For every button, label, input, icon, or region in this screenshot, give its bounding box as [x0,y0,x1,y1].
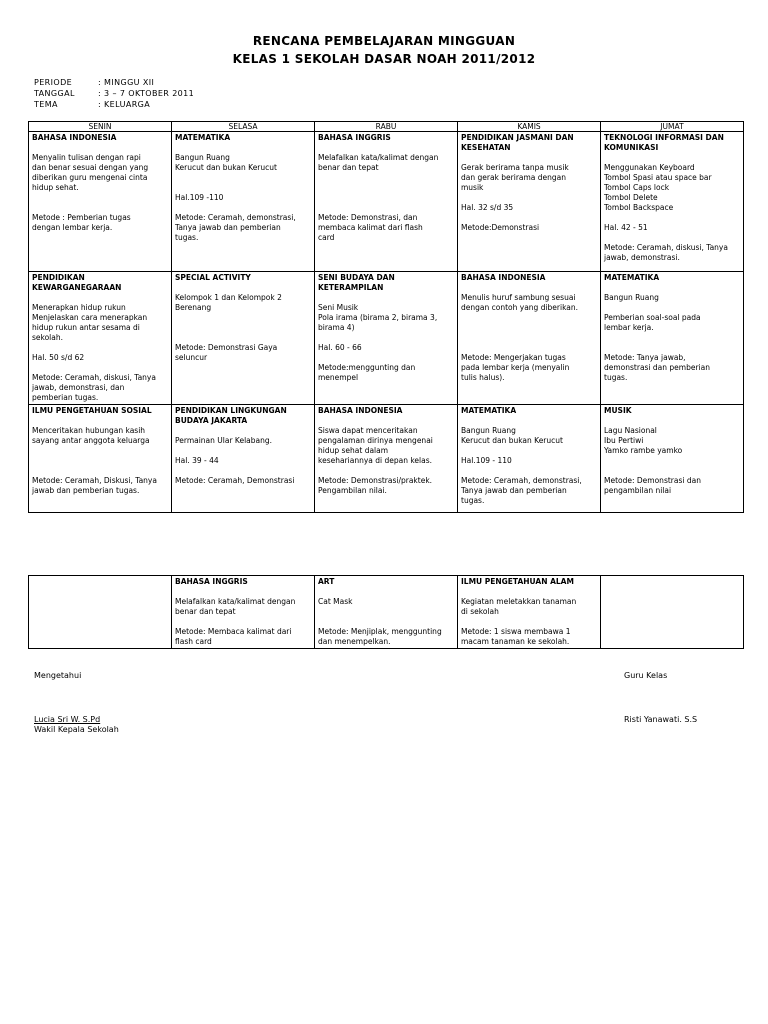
lesson-line: birama 4) [318,323,355,332]
lesson-line [32,446,168,456]
lesson-line: Metode: Membaca kalimat dari [175,627,292,636]
lesson-line [461,323,597,333]
lesson-line: tugas. [175,233,199,242]
lesson-line: Metode : Pemberian tugas [32,213,131,222]
lesson-line [604,343,740,353]
lesson-line: Bangun Ruang [461,426,516,435]
lesson-line: Hal. 32 s/d 35 [461,203,514,212]
lesson-line: Metode:Demonstrasi [461,223,540,232]
lesson-line [461,153,597,163]
footer-mengetahui: Mengetahui [34,671,82,680]
lesson-line: Metode: Ceramah, diskusi, Tanya [604,243,728,252]
lesson-line: hidup sehat. [32,183,79,192]
lesson-line [604,153,740,163]
lesson-row [29,405,744,513]
lesson-line: card [318,233,335,242]
lesson-cell [172,405,315,513]
lesson-cell [172,132,315,272]
meta-tanggal [34,89,194,98]
additional-plan-table [28,575,744,649]
lesson-cell [601,405,744,513]
lesson-line [175,617,311,627]
lesson-line [461,466,597,476]
lesson-line: Tombol Delete [604,193,658,202]
lesson-line [32,343,168,353]
lesson-cell [458,576,601,649]
lesson-line [461,343,597,353]
lesson-line [318,203,454,213]
lesson-line: Kelompok 1 dan Kelompok 2 [175,293,282,302]
lesson-line [32,293,168,303]
lesson-line: benar dan tepat [318,163,379,172]
lesson-line: Metode: Ceramah, Diskusi, Tanya [32,476,157,485]
lesson-line: Pola irama (birama 2, birama 3, [318,313,438,322]
lesson-line [175,143,311,153]
lesson-row [29,132,744,272]
lesson-line: Tanya jawab dan pemberian [175,223,281,232]
lesson-line: Cat Mask [318,597,353,606]
lesson-cell [315,405,458,513]
lesson-line: dengan lembar kerja. [32,223,113,232]
lesson-line: Menceritakan hubungan kasih [32,426,146,435]
lesson-line: Metode: 1 siswa membawa 1 [461,627,571,636]
subject-title: MATEMATIKA [461,406,517,415]
lesson-line: pengalaman dirinya mengenai [318,436,433,445]
lesson-line: membaca kalimat dari flash [318,223,423,232]
meta-tema [34,100,150,109]
lesson-cell [601,272,744,405]
lesson-cell [172,576,315,649]
lesson-line [32,363,168,373]
lesson-line: pengambilan nilai [604,486,672,495]
lesson-line: Berenang [175,303,212,312]
day-header-row [29,122,744,132]
lesson-line: Tombol Spasi atau space bar [604,173,712,182]
subject-title: SENI BUDAYA DAN [318,273,395,282]
meta-key: TANGGAL [34,89,75,98]
meta-periode [34,78,154,87]
subject-title: PENDIDIKAN LINGKUNGAN [175,406,287,415]
meta-value: : MINGGU XII [98,78,155,87]
lesson-line: Hal. 39 - 44 [175,456,219,465]
lesson-cell [601,576,744,649]
lesson-line [175,283,311,293]
lesson-line [604,416,740,426]
lesson-line [175,183,311,193]
lesson-line: Pemberian soal-soal pada [604,313,701,322]
lesson-cell [315,132,458,272]
lesson-line: Permainan Ular Kelabang. [175,436,273,445]
lesson-line: tulis halus). [461,373,505,382]
lesson-cell [315,576,458,649]
lesson-line: flash card [175,637,212,646]
lesson-line [604,283,740,293]
lesson-line [175,587,311,597]
lesson-row [29,272,744,405]
lesson-line: jawab dan pemberian tugas. [32,486,140,495]
footer-guru-kelas: Guru Kelas [624,671,668,680]
lesson-line: Menjelaskan cara menerapkan [32,313,148,322]
lesson-line [175,173,311,183]
subject-title: SPECIAL ACTIVITY [175,273,251,282]
footer-teacher-name: Risti Yanawati. S.S [624,715,698,724]
lesson-line: benar dan tepat [175,607,236,616]
lesson-line: Metode: Ceramah, Demonstrasi [175,476,295,485]
day-header-kamis: KAMIS [458,122,601,132]
lesson-line: Metode: Tanya jawab, [604,353,686,362]
lesson-line: Seni Musik [318,303,359,312]
subject-title: KETERAMPILAN [318,283,384,292]
lesson-line: Metode: Demonstrasi dan [604,476,701,485]
subject-title: ILMU PENGETAHUAN ALAM [461,577,574,586]
lesson-line [461,617,597,627]
lesson-row [29,576,744,649]
lesson-line: Siswa dapat menceritakan [318,426,418,435]
lesson-line: Menggunakan Keyboard [604,163,695,172]
lesson-line [175,323,311,333]
meta-value: : 3 – 7 OKTOBER 2011 [98,89,195,98]
lesson-line [32,193,168,203]
lesson-line: menempel [318,373,359,382]
day-header-rabu: RABU [315,122,458,132]
lesson-line: dan benar sesuai dengan yang [32,163,149,172]
subject-title: ILMU PENGETAHUAN SOSIAL [32,406,152,415]
lesson-line: tugas. [461,496,485,505]
lesson-line: Metode: Menjiplak, menggunting [318,627,442,636]
subject-title: BAHASA INDONESIA [318,406,403,415]
lesson-line [175,333,311,343]
lesson-line [604,303,740,313]
lesson-line [461,313,597,323]
lesson-line [175,203,311,213]
lesson-line: Lagu Nasional [604,426,657,435]
lesson-line [318,183,454,193]
subject-title: MUSIK [604,406,632,415]
subject-title: MATEMATIKA [604,273,660,282]
subject-title: KOMUNIKASI [604,143,659,152]
lesson-line: sekolah. [32,333,64,342]
meta-key: TEMA [34,100,58,109]
lesson-line: jawab, demonstrasi. [604,253,680,262]
lesson-line: Kegiatan meletakkan tanaman [461,597,577,606]
subject-title: BAHASA INDONESIA [461,273,546,282]
lesson-line [604,233,740,243]
lesson-line [318,143,454,153]
lesson-line [461,213,597,223]
lesson-line: pada lembar kerja (menyalin [461,363,570,372]
lesson-line: di sekolah [461,607,499,616]
lesson-line [318,416,454,426]
lesson-line: Hal.109 -110 [175,193,224,202]
lesson-line [461,193,597,203]
lesson-line: seluncur [175,353,208,362]
footer-signatory-name: Lucia Sri W. S.Pd [34,715,101,724]
lesson-line: Pengambilan nilai. [318,486,387,495]
lesson-cell [458,272,601,405]
document-title-2: KELAS 1 SEKOLAH DASAR NOAH 2011/2012 [232,52,536,66]
subject-title: MATEMATIKA [175,133,231,142]
lesson-line: Metode: Demonstrasi, dan [318,213,418,222]
lesson-line [175,426,311,436]
lesson-line [604,333,740,343]
lesson-line: Menerapkan hidup rukun [32,303,126,312]
lesson-line [32,203,168,213]
lesson-line: lembar kerja. [604,323,654,332]
lesson-line: Bangun Ruang [175,153,230,162]
lesson-line: Tombol Backspace [604,203,674,212]
meta-value: : KELUARGA [98,100,151,109]
lesson-cell [458,132,601,272]
lesson-cell [172,272,315,405]
lesson-line: demonstrasi dan pemberian [604,363,710,372]
lesson-line: Hal.109 - 110 [461,456,512,465]
lesson-line: pemberian tugas. [32,393,99,402]
lesson-line: Metode: Ceramah, demonstrasi, [461,476,582,485]
subject-title: KESEHATAN [461,143,511,152]
day-header-senin: SENIN [29,122,172,132]
lesson-line [318,617,454,627]
lesson-line [32,466,168,476]
lesson-line: dan menempelkan. [318,637,391,646]
lesson-line [32,143,168,153]
lesson-line: Kerucut dan bukan Kerucut [175,163,277,172]
lesson-line: jawab, demonstrasi, dan [32,383,125,392]
lesson-line [32,416,168,426]
lesson-line [318,193,454,203]
subject-title: BUDAYA JAKARTA [175,416,248,425]
subject-title: PENDIDIKAN JASMANI DAN [461,133,574,142]
lesson-line [604,213,740,223]
day-header-selasa: SELASA [172,122,315,132]
lesson-line: Metode:menggunting dan [318,363,416,372]
lesson-line: Tanya jawab dan pemberian [461,486,567,495]
lesson-line: Melafalkan kata/kalimat dengan [318,153,439,162]
lesson-line: kesehariannya di depan kelas. [318,456,433,465]
lesson-line [318,353,454,363]
lesson-line: diberikan guru mengenai cinta [32,173,148,182]
lesson-line: dengan contoh yang diberikan. [461,303,579,312]
lesson-line: Melafalkan kata/kalimat dengan [175,597,296,606]
lesson-line [461,333,597,343]
lesson-line [318,333,454,343]
day-header-jumat: JUMAT [601,122,744,132]
lesson-line: sayang antar anggota keluarga [32,436,150,445]
document-title-1: RENCANA PEMBELAJARAN MINGGUAN [252,34,516,48]
lesson-line: musik [461,183,484,192]
lesson-cell [29,405,172,513]
lesson-line [318,173,454,183]
lesson-line [318,607,454,617]
lesson-line: Hal. 60 - 66 [318,343,362,352]
lesson-line: Hal. 50 s/d 62 [32,353,85,362]
subject-title: ART [318,577,335,586]
lesson-line [318,293,454,303]
lesson-line [461,446,597,456]
lesson-line [461,283,597,293]
lesson-line: Metode: Ceramah, demonstrasi, [175,213,296,222]
lesson-line: Tombol Caps lock [604,183,670,192]
lesson-line: Gerak berirama tanpa musik [461,163,569,172]
subject-title: PENDIDIKAN [32,273,85,282]
lesson-line [175,446,311,456]
lesson-line [461,587,597,597]
lesson-cell [29,576,172,649]
lesson-line [461,416,597,426]
lesson-cell [315,272,458,405]
subject-title: BAHASA INDONESIA [32,133,117,142]
lesson-cell [458,405,601,513]
lesson-line: Kerucut dan bukan Kerucut [461,436,563,445]
subject-title: BAHASA INGGRIS [175,577,248,586]
lesson-line: macam tanaman ke sekolah. [461,637,570,646]
lesson-line: dan gerak berirama dengan [461,173,567,182]
lesson-line [604,466,740,476]
lesson-line: Hal. 42 - 51 [604,223,648,232]
lesson-line [175,466,311,476]
subject-title: KEWARGANEGARAAN [32,283,122,292]
lesson-line: Metode: Demonstrasi/praktek. [318,476,433,485]
lesson-line: Metode: Demonstrasi Gaya [175,343,278,352]
weekly-plan-table [28,121,744,513]
lesson-line [175,313,311,323]
lesson-line [32,456,168,466]
lesson-cell [29,132,172,272]
lesson-line: Metode: Ceramah, diskusi, Tanya [32,373,156,382]
lesson-line: hidup sehat dalam [318,446,389,455]
lesson-line [318,587,454,597]
lesson-cell [29,272,172,405]
lesson-cell [601,132,744,272]
subject-title: TEKNOLOGI INFORMASI DAN [604,133,724,142]
lesson-line: Yamko rambe yamko [604,446,683,455]
subject-title: BAHASA INGGRIS [318,133,391,142]
lesson-line: tugas. [604,373,628,382]
lesson-line [318,466,454,476]
lesson-line: hidup rukun antar sesama di [32,323,140,332]
lesson-line [604,456,740,466]
footer-signatory-role: Wakil Kepala Sekolah [34,725,119,734]
lesson-line: Bangun Ruang [604,293,659,302]
lesson-line: Ibu Pertiwi [604,436,644,445]
lesson-line: Metode: Mengerjakan tugas [461,353,566,362]
meta-key: PERIODE [34,78,73,87]
lesson-line: Menyalin tulisan dengan rapi [32,153,141,162]
lesson-line: Menulis huruf sambung sesuai [461,293,576,302]
